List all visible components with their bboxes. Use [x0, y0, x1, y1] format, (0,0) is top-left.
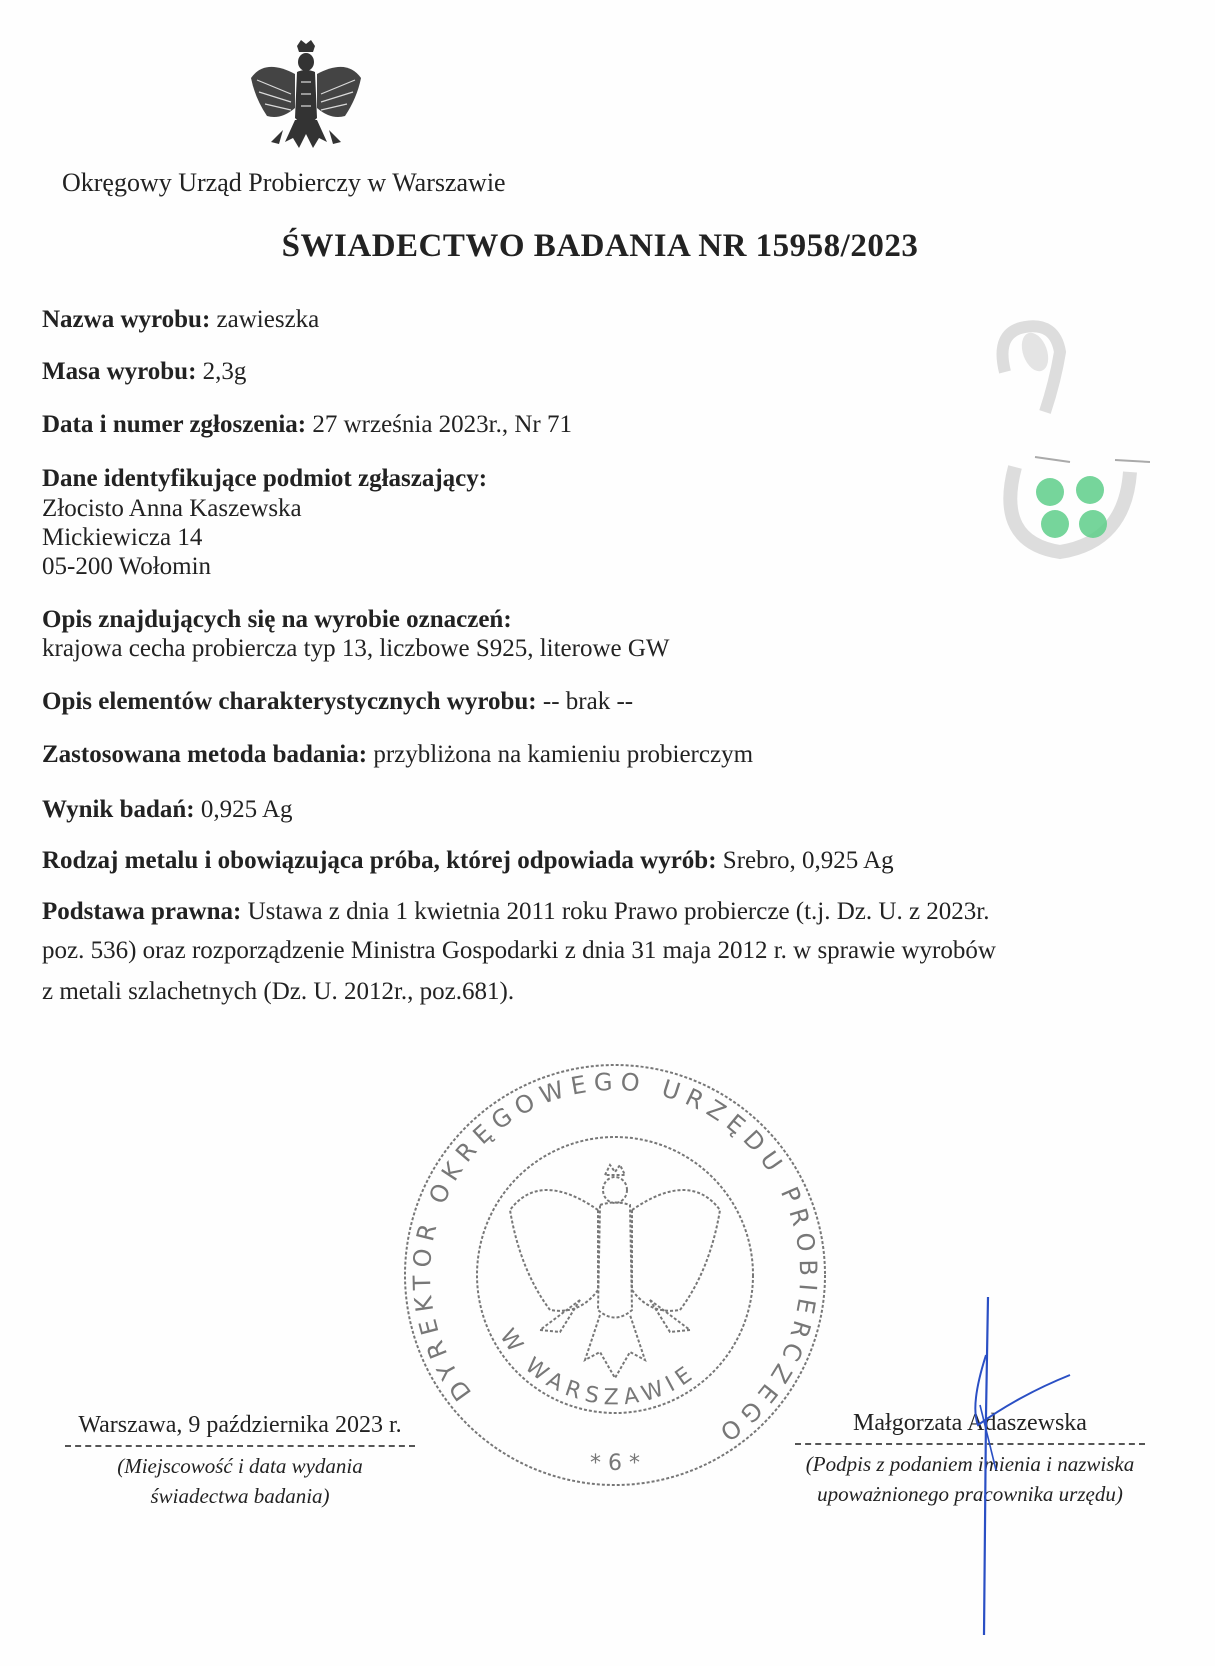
place-date: Warszawa, 9 października 2023 r.: [78, 1412, 402, 1438]
field-legal-basis: [42, 897, 990, 927]
eagle-emblem-icon: [245, 38, 367, 160]
field-elements: [42, 687, 633, 717]
field-marks-value: krajowa cecha probiercza typ 13, liczbowe S925, literowe GW: [42, 635, 670, 662]
place-date-block: [40, 1412, 440, 1511]
label: Nazwa wyrobu:: [42, 306, 211, 333]
legal-line: z metali szlachetnych (Dz. U. 2012r., poz.681).: [42, 978, 515, 1005]
value: -- brak --: [542, 688, 634, 715]
divider: [65, 1445, 415, 1447]
value: przybliżona na kamieniu probierczym: [373, 741, 754, 768]
signer-caption: upoważnionego pracownika urzędu): [817, 1482, 1123, 1506]
field-mass: [42, 357, 246, 387]
signer-name: Małgorzata Adaszewska: [853, 1410, 1087, 1436]
place-caption: świadectwa badania): [150, 1484, 330, 1508]
place-caption: (Miejscowość i data wydania: [117, 1454, 363, 1478]
label: Opis znajdujących się na wyrobie oznaczeń:: [42, 606, 512, 633]
applicant-line: 05-200 Wołomin: [42, 553, 212, 580]
stamp-ring-text: DYREKTOR OKRĘGOWEGO URZĘDU PROBIERCZEGO: [407, 1067, 823, 1451]
signer-caption: (Podpis z podaniem imienia i nazwiska: [805, 1452, 1135, 1476]
field-marks-label: [42, 605, 512, 635]
stamp-inner-text: W WARSZAWIE: [494, 1324, 702, 1411]
value: 27 września 2023r., Nr 71: [312, 411, 573, 438]
handwritten-signature: [960, 1295, 1080, 1640]
legal-line: poz. 536) oraz rozporządzenie Ministra Gospodarki z dnia 31 maja 2012 r. w sprawie wyrobów: [42, 937, 996, 964]
field-product-name: [42, 305, 319, 335]
office-name: Okręgowy Urząd Probierczy w Warszawie: [62, 168, 506, 197]
label: Zastosowana metoda badania:: [42, 741, 368, 768]
label: Data i numer zgłoszenia:: [42, 411, 307, 438]
label: Rodzaj metalu i obowiązująca próba, której odpowiada wyrób:: [42, 847, 717, 874]
field-metal: [42, 846, 894, 876]
stamp-number: * 6 *: [590, 1451, 640, 1476]
label: Podstawa prawna:: [42, 898, 242, 925]
label: Opis elementów charakterystycznych wyrobu:: [42, 688, 537, 715]
stamp-eagle-icon: [510, 1165, 720, 1378]
svg-text:W WARSZAWIE: [494, 1325, 701, 1411]
applicant-line: Mickiewicza 14: [42, 524, 203, 551]
field-date: [42, 410, 572, 440]
value: zawieszka: [216, 306, 320, 333]
label: Wynik badań:: [42, 796, 195, 823]
certificate-title: ŚWIADECTWO BADANIA NR 15958/2023: [281, 228, 919, 264]
value: 2,3g: [202, 358, 247, 385]
applicant-line: Złocisto Anna Kaszewska: [42, 495, 302, 522]
value: 0,925 Ag: [200, 796, 293, 823]
field-method: [42, 740, 753, 770]
value: Srebro, 0,925 Ag: [722, 847, 894, 874]
field-applicant-label: [42, 464, 487, 494]
label: Dane identyfikujące podmiot zgłaszający:: [42, 465, 488, 492]
field-result: [42, 795, 293, 825]
pendant-photo: [975, 312, 1150, 562]
label: Masa wyrobu:: [42, 358, 197, 385]
value: Ustawa z dnia 1 kwietnia 2011 roku Prawo probiercze (t.j. Dz. U. z 2023r.: [247, 898, 990, 925]
